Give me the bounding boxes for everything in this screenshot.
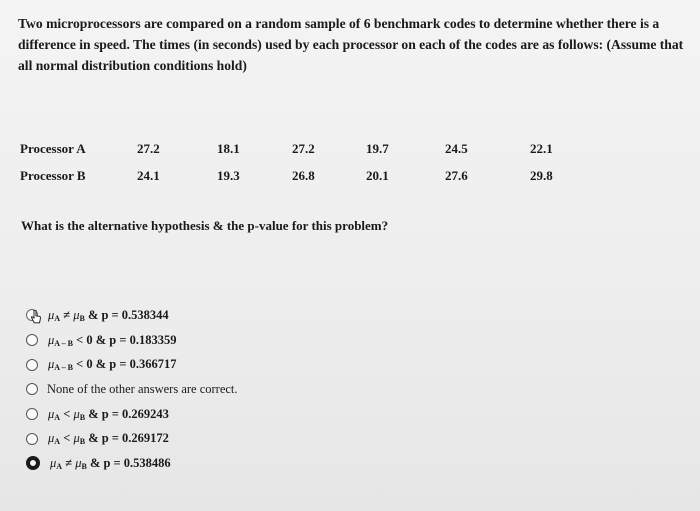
option-label: $\mu_A < \mu_B$ & p = 0.269172: [48, 431, 169, 447]
benchmark-table: [20, 135, 580, 189]
table-cell: 27.6: [445, 167, 468, 183]
prompt-text: What is the alternative hypothesis & the p-value for this problem?: [21, 218, 389, 233]
table-row: [20, 135, 580, 162]
row-label: Processor A: [20, 140, 86, 156]
table-cell: 27.2: [137, 140, 160, 156]
radio-button-selected[interactable]: [26, 456, 40, 470]
option-label: $\mu_{A - B} < 0$ & p = 0.366717: [48, 357, 177, 373]
radio-button[interactable]: [26, 383, 38, 395]
answer-option-2[interactable]: [26, 328, 526, 353]
table-cell: 26.8: [292, 167, 315, 183]
table-row: [20, 162, 580, 189]
answer-option-4[interactable]: [26, 377, 526, 402]
question-text: Two microprocessors are compared on a random sample of 6 benchmark codes to determine whether there is a difference in speed. The times (in seconds) used by each processor on each of the codes are as follows: (Assume that all normal distribution conditions hold): [18, 16, 684, 73]
answer-option-5[interactable]: [26, 402, 526, 427]
answer-option-6[interactable]: [26, 426, 526, 451]
table-cell: 24.1: [137, 167, 160, 183]
table-cell: 19.3: [217, 167, 240, 183]
radio-button[interactable]: [26, 334, 38, 346]
radio-button[interactable]: [26, 433, 38, 445]
table-cell: 29.8: [530, 167, 553, 183]
option-label: $\mu_A \ne \mu_B$ & p = 0.538486: [50, 455, 171, 471]
radio-button[interactable]: [26, 359, 38, 371]
radio-button[interactable]: [26, 408, 38, 420]
table-cell: 24.5: [445, 140, 468, 156]
row-label: Processor B: [20, 167, 86, 183]
option-label: $\mu_A \ne \mu_B$ & p = 0.538344: [48, 307, 169, 323]
answer-option-3[interactable]: [26, 352, 526, 377]
option-label: $\mu_A < \mu_B$ & p = 0.269243: [48, 406, 169, 422]
table-cell: 20.1: [366, 167, 389, 183]
table-cell: 18.1: [217, 140, 240, 156]
hand-cursor-icon: [31, 310, 41, 324]
option-label: None of the other answers are correct.: [47, 381, 238, 396]
answer-option-1[interactable]: [26, 303, 526, 328]
answer-option-7[interactable]: [26, 451, 526, 476]
table-cell: 19.7: [366, 140, 389, 156]
answer-options: [26, 303, 526, 476]
option-label: $\mu_{A - B} < 0$ & p = 0.183359: [48, 332, 177, 348]
table-cell: 27.2: [292, 140, 315, 156]
table-cell: 22.1: [530, 140, 553, 156]
